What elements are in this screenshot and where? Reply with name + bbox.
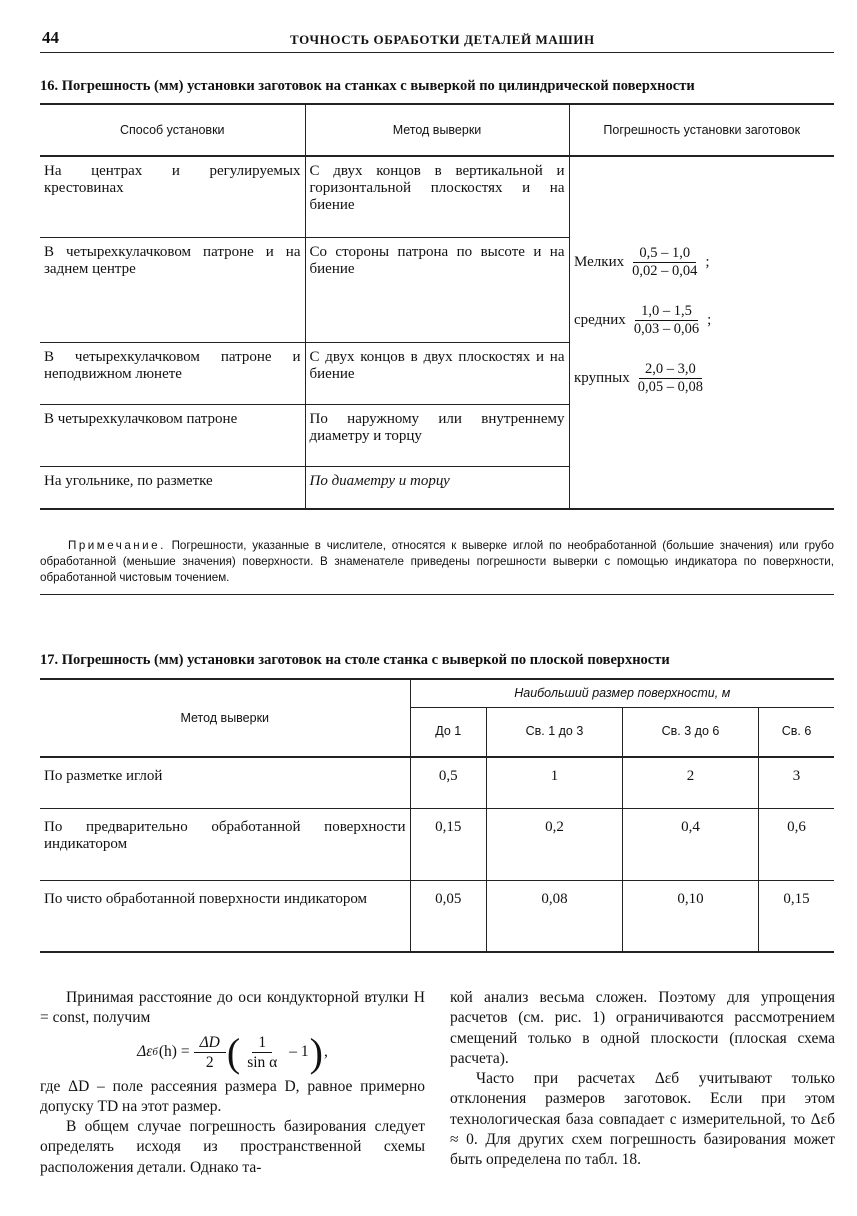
table16-header-row — [40, 104, 834, 156]
table16-check-cell: С двух концов в двух плоскостях и на биение — [305, 342, 569, 404]
table17-method-cell: По чисто обработанной поверхности индикатором — [40, 880, 410, 952]
paragraph: Принимая расстояние до оси кондукторной втулки H = const, получим — [40, 989, 425, 1027]
table16-check-cell: По диаметру и торцу — [305, 466, 569, 509]
table17-header-size: Св. 1 до 3 — [486, 707, 622, 757]
note-text: Погрешности, указанные в числителе, относятся к выверке иглой по необработанной (большие значения) или грубо обработанной (меньшие значения) поверхности. В знаменателе приведены погрешности выверки с помощью индикатора по поверхности, обработанной чистовым точением. — [40, 539, 834, 584]
table17-value-cell: 0,08 — [486, 880, 622, 952]
fraction-denominator: sin α — [247, 1054, 278, 1072]
table16-method-cell: На центрах и регулируемых крестовинах — [40, 156, 305, 237]
formula-inner-fraction — [241, 1033, 283, 1072]
table16-header-check: Метод выверки — [305, 104, 569, 156]
right-paren-glyph: ) — [309, 1029, 323, 1075]
table17-value-cell: 1 — [486, 757, 622, 808]
fraction-denominator: 0,03 – 0,06 — [633, 320, 700, 337]
table17-method-cell: По предварительно обработанной поверхности индикатором — [40, 808, 410, 880]
table17-header-size: Св. 6 — [759, 707, 835, 757]
formula-argument: (h) = — [158, 1043, 190, 1061]
left-paren-glyph: ( — [226, 1029, 241, 1075]
error-row-medium — [574, 291, 824, 349]
table17-header-size: До 1 — [410, 707, 486, 757]
table-row — [40, 880, 834, 952]
formula-end: , — [324, 1043, 328, 1061]
formula-tail: – 1 — [289, 1043, 309, 1061]
table17-header-row — [40, 679, 834, 707]
table-row — [40, 808, 834, 880]
table16-error-values — [574, 233, 824, 407]
error-fraction — [628, 303, 705, 338]
paragraph: В общем случае погрешность базирования следует определять исходя из пространственной схемы расположения детали. Однако та- — [40, 1118, 425, 1176]
table16-header-error: Погрешность установки заготовок — [569, 104, 834, 156]
table-row — [40, 757, 834, 808]
fraction-numerator: 1 — [252, 1033, 272, 1053]
table17-method-cell: По разметке иглой — [40, 757, 410, 808]
table17-caption: 17. Погрешность (мм) установки заготовок на столе станка с выверкой по плоской поверхности — [40, 652, 670, 668]
table16-check-cell: С двух концов в вертикальной и горизонтальной плоскостях и на биение — [305, 156, 569, 237]
paragraph: кой анализ весьма сложен. Поэтому для упрощения расчетов (см. рис. 1) ограничиваются рассмотрением смещений только в одной плоскости (плоская схема расчета). — [450, 989, 835, 1067]
formula-fraction — [194, 1033, 226, 1072]
fraction-numerator: 2,0 – 3,0 — [639, 361, 702, 379]
table17-header-size: Св. 3 до 6 — [622, 707, 758, 757]
table17-value-cell: 0,6 — [759, 808, 835, 880]
table16-caption: 16. Погрешность (мм) установки заготовок на станках с выверкой по цилиндрической поверхности — [40, 78, 695, 94]
table17-value-cell: 0,5 — [410, 757, 486, 808]
table17 — [40, 678, 834, 953]
fraction-numerator: 0,5 – 1,0 — [633, 245, 696, 263]
table17-value-cell: 0,4 — [622, 808, 758, 880]
fraction-denominator: 2 — [205, 1054, 214, 1072]
fraction-numerator: ΔD — [194, 1033, 226, 1053]
table17-value-cell: 0,05 — [410, 880, 486, 952]
formula — [40, 1029, 425, 1075]
error-row-small — [574, 233, 824, 291]
table16-check-cell: Со стороны патрона по высоте и на биение — [305, 237, 569, 342]
table17-value-cell: 0,15 — [410, 808, 486, 880]
table16-method-cell: В четырехкулачковом патроне и неподвижном люнете — [40, 342, 305, 404]
table17-value-cell: 0,10 — [622, 880, 758, 952]
page-number: 44 — [42, 28, 59, 47]
note-label: Примечание. — [68, 539, 166, 552]
table17-value-cell: 2 — [622, 757, 758, 808]
separator: ; — [707, 311, 712, 328]
separator: ; — [705, 253, 710, 270]
fraction-numerator: 1,0 – 1,5 — [635, 303, 698, 321]
fraction-denominator: 0,05 – 0,08 — [637, 378, 703, 395]
text-column-right — [450, 988, 835, 1171]
table16-check-cell: По наружному или внутреннему диаметру и торцу — [305, 404, 569, 466]
table17-header-size-group: Наибольший размер поверхности, м — [410, 679, 834, 707]
paragraph: где ΔD – поле рассеяния размера D, равное примерно допуску TD на этот размер. — [40, 1077, 425, 1115]
table16-method-cell: На угольнике, по разметке — [40, 466, 305, 509]
text-column-left — [40, 988, 425, 1178]
table16-header-method: Способ установки — [40, 104, 305, 156]
table16-method-cell: В четырехкулачковом патроне и на заднем центре — [40, 237, 305, 342]
table16-method-cell: В четырехкулачковом патроне — [40, 404, 305, 466]
table16-note — [40, 538, 834, 586]
error-fraction — [632, 361, 709, 396]
note-rule — [40, 594, 834, 595]
formula-lhs: Δε — [137, 1043, 153, 1061]
table17-value-cell: 0,15 — [759, 880, 835, 952]
running-title: ТОЧНОСТЬ ОБРАБОТКИ ДЕТАЛЕЙ МАШИН — [290, 32, 595, 47]
table17-value-cell: 0,2 — [486, 808, 622, 880]
error-row-large — [574, 349, 824, 407]
table17-value-cell: 3 — [759, 757, 835, 808]
fraction-denominator: 0,02 – 0,04 — [632, 262, 698, 279]
header-rule — [40, 52, 834, 53]
error-label: Мелких — [574, 253, 625, 270]
table17-header-method: Метод выверки — [40, 679, 410, 757]
error-label: крупных — [574, 369, 630, 386]
formula-subscript: б — [152, 1046, 158, 1059]
error-fraction — [626, 245, 703, 280]
paragraph: Часто при расчетах Δεб учитывают только отклонения размеров заготовок. Если при этом технологическая база совпадает с измерительной, то Δεб ≈ 0. Для других схем погрешность базирования может быть определена по табл. 18. — [450, 1070, 835, 1169]
error-label: средних — [574, 311, 626, 328]
table-row — [40, 156, 834, 237]
